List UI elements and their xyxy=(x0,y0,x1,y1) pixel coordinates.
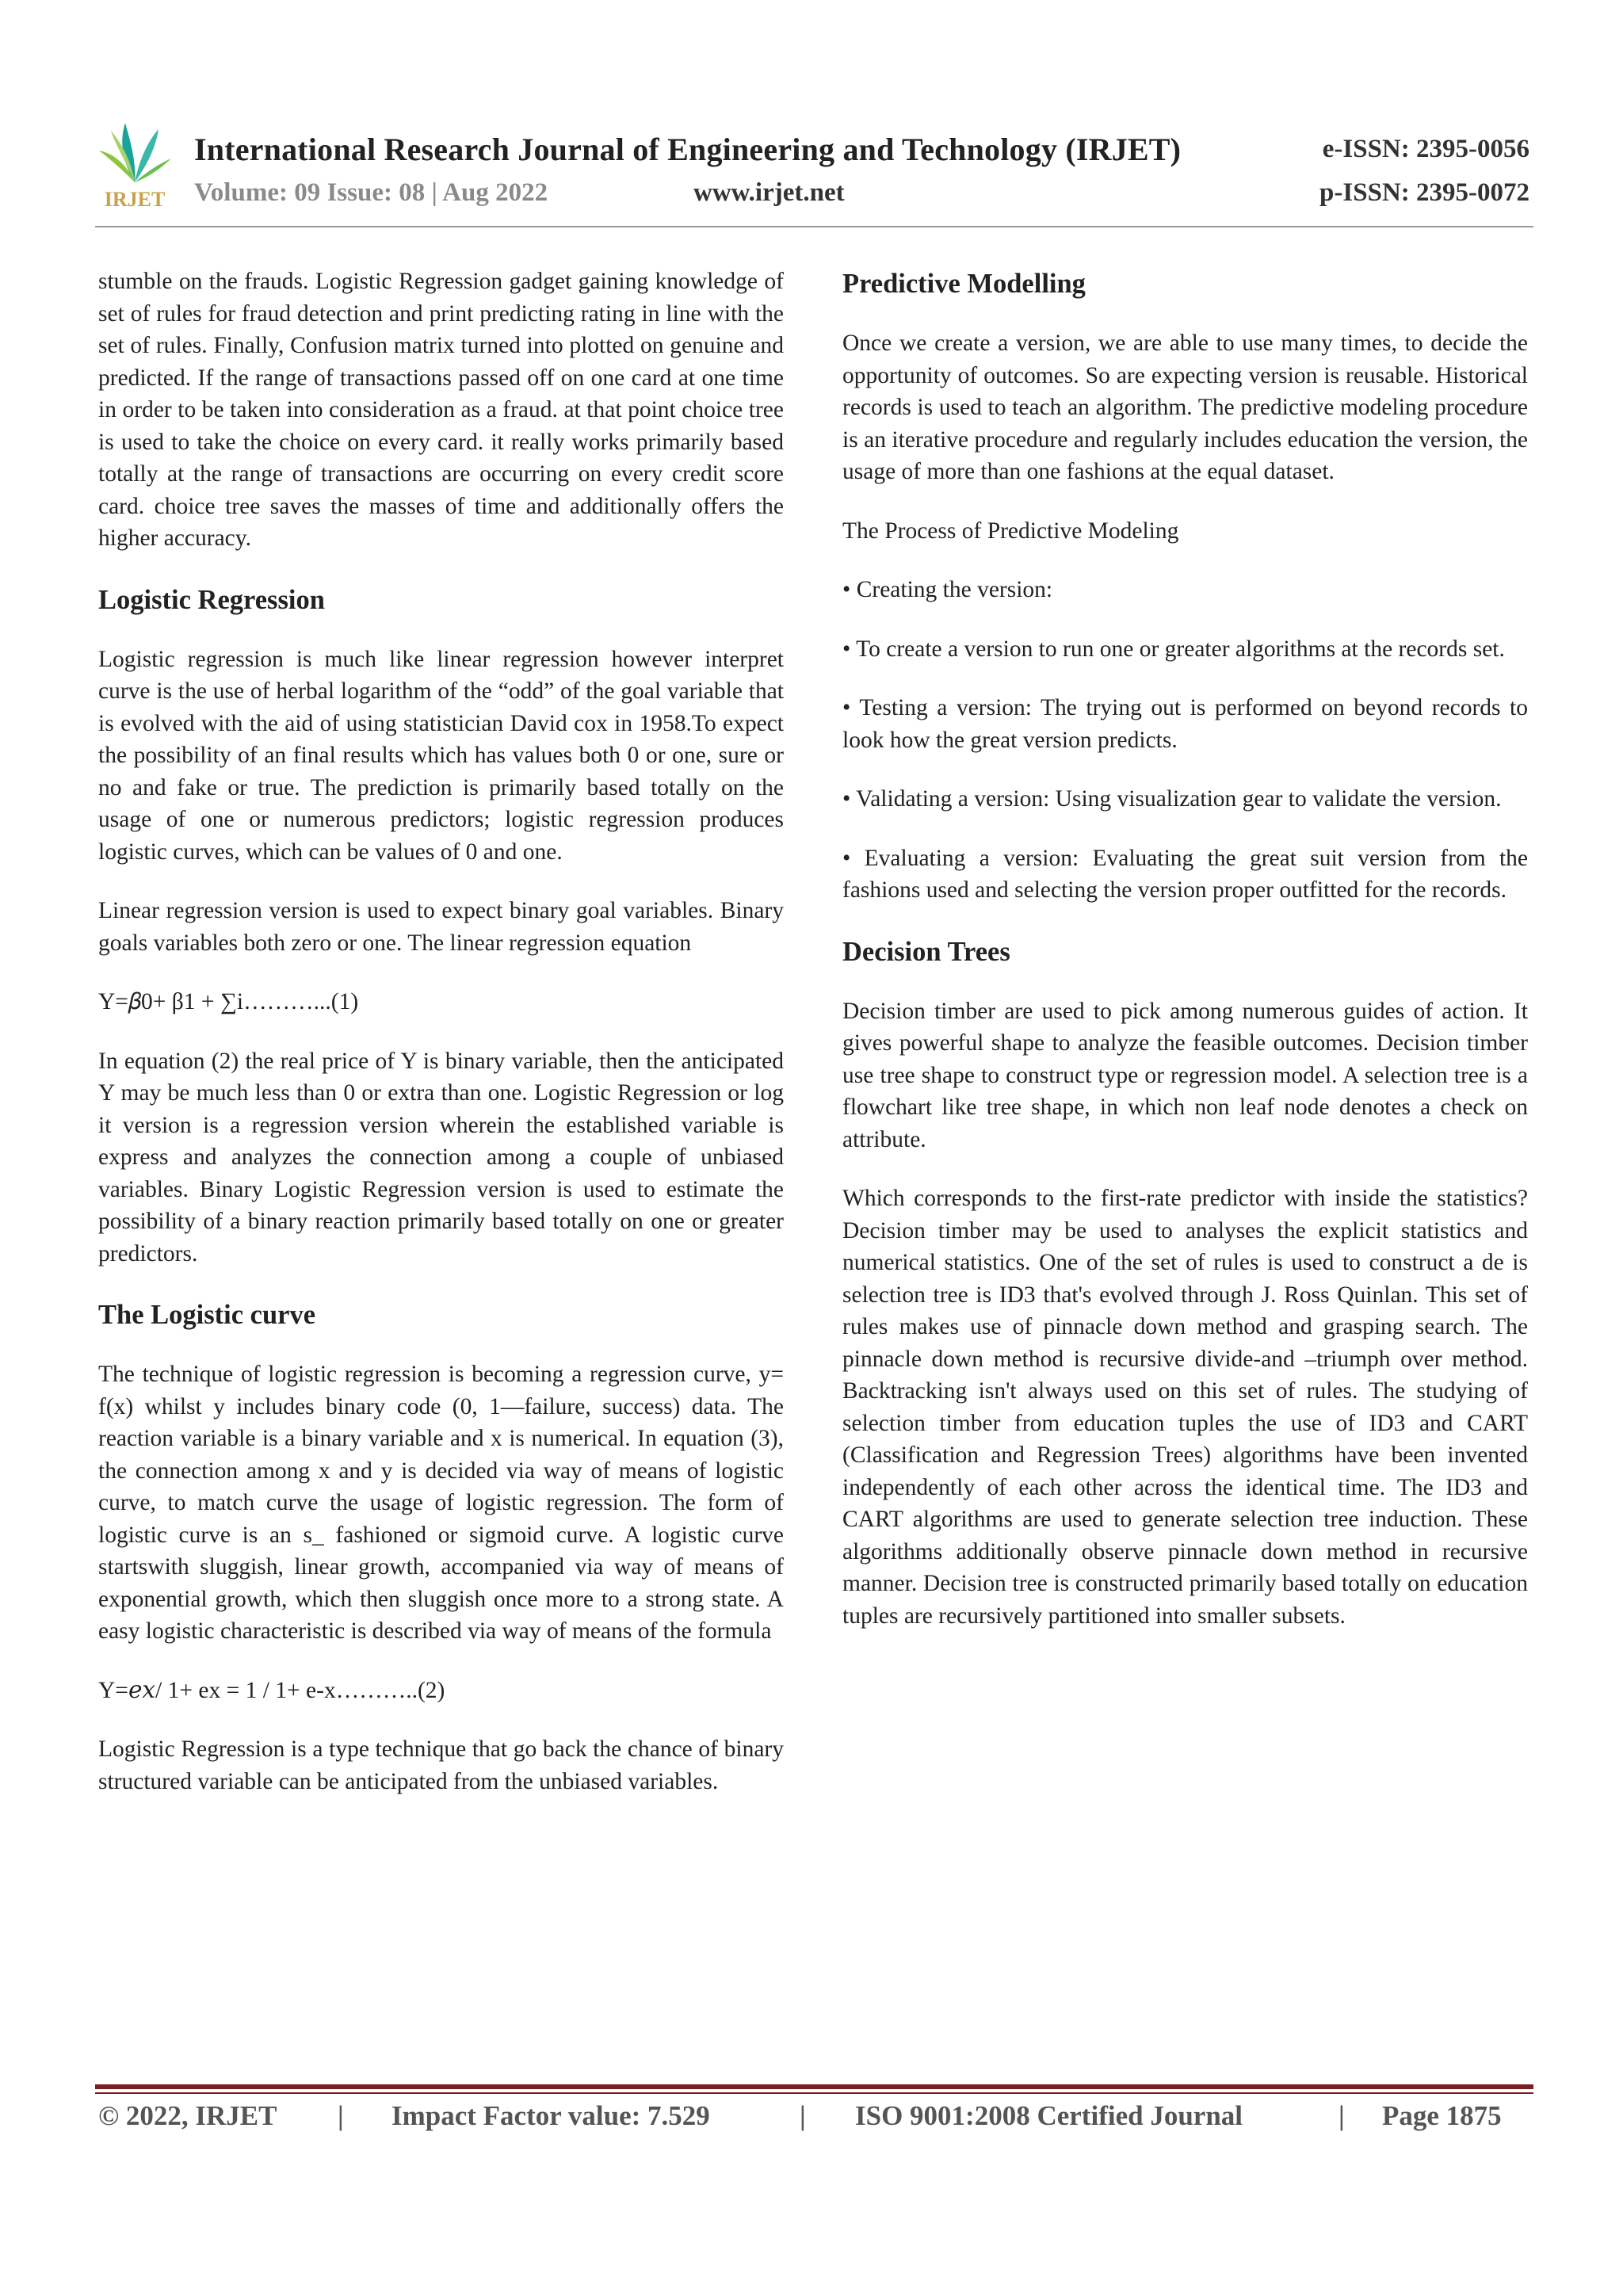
section-heading-logistic-regression: Logistic Regression xyxy=(98,584,325,615)
paragraph: In equation (2) the real price of Y is binary variable, then the anticipated Y may be much less than 0 or extra than one. Logistic Regression or log it version is a regression version wherein the established variable is express and analyzes the connection among a couple of unbiased variables. Binary Logistic Regression version is used to estimate the possibility of a binary reaction primarily based totally on one or greater predictors. xyxy=(98,1048,784,1266)
logo-text: IRJET xyxy=(104,188,166,210)
paragraph: stumble on the frauds. Logistic Regression gadget gaining knowledge of set of rules for fraud detection and print predicting rating in line with the set of rules. Finally, Confusion matrix turned into plotted on genuine and predicted. If the range of transactions passed off on one card at one time in order to be taken into consideration as a fraud. at that point choice tree is used to take the choice on every card. it really works primarily based totally at the range of transactions are occurring on every credit score card. choice tree saves the masses of time and additionally offers the higher accuracy. xyxy=(98,269,784,551)
footer-divider-thick xyxy=(95,2084,1533,2089)
journal-title: International Research Journal of Engineering and Technology (IRJET) xyxy=(194,132,1182,167)
bullet-item: • To create a version to run one or greater algorithms at the records set. xyxy=(842,636,1505,662)
bullet-item: • Validating a version: Using visualization gear to validate the version. xyxy=(842,786,1502,812)
footer-separator: | xyxy=(800,2100,806,2131)
paragraph: Logistic Regression is a type technique that go back the chance of binary structured variable can be anticipated from the unbiased variables. xyxy=(98,1736,784,1794)
bullet-item: • Evaluating a version: Evaluating the great suit version from the fashions used and selecting the version proper outfitted for the records. xyxy=(842,845,1528,903)
footer-page-number: Page 1875 xyxy=(1382,2100,1502,2131)
section-heading-predictive-modelling: Predictive Modelling xyxy=(842,269,1086,299)
equation-2: Y=𝑒𝑥/ 1+ ex = 1 / 1+ e-x………..(2) xyxy=(98,1677,445,1703)
paragraph: Logistic regression is much like linear regression however interpret curve is the use of herbal logarithm of the “odd” of the goal variable that is evolved with the aid of using statistician David cox in 1958.To expect the possibility of an final results which has values both 0 or one, sure or no and fake or true. The prediction is primarily based totally on the usage of one or numerous predictors; logistic regression produces logistic curves, which can be values of 0 and one. xyxy=(98,646,784,865)
header-divider xyxy=(95,226,1533,227)
section-heading-decision-trees: Decision Trees xyxy=(842,936,1010,967)
footer-copyright: © 2022, IRJET xyxy=(98,2100,277,2131)
paragraph: The technique of logistic regression is becoming a regression curve, y= f(x) whilst y includes binary code (0, 1—failure, success) data. The reaction variable is a binary variable and x is numerical. In equation (3), the connection among x and y is decided via way of means of logistic curve, to match curve the usage of logistic regression. The form of logistic curve is an s_ fashioned or sigmoid curve. A logistic curve startswith sluggish, linear growth, accompanied via way of means of exponential growth, which then sluggish once more to a strong state. A easy logistic characteristic is described via way of means of the formula xyxy=(98,1362,784,1644)
footer-impact-factor: Impact Factor value: 7.529 xyxy=(391,2100,710,2131)
section-heading-logistic-curve: The Logistic curve xyxy=(98,1300,316,1330)
paragraph: The Process of Predictive Modeling xyxy=(842,518,1179,544)
footer-iso: ISO 9001:2008 Certified Journal xyxy=(855,2100,1243,2131)
left-column xyxy=(98,266,784,1824)
right-column xyxy=(842,266,1528,1659)
equation-1: Y=𝛽0+ β1 + ∑i………...(1) xyxy=(98,989,359,1014)
bullet-item: • Testing a version: The trying out is performed on beyond records to look how the great version predicts. xyxy=(842,695,1528,753)
volume-issue: Volume: 09 Issue: 08 | Aug 2022 xyxy=(194,178,548,207)
paragraph: Decision timber are used to pick among numerous guides of action. It gives powerful shape to analyze the feasible outcomes. Decision timber use tree shape to construct type or regression model. A selection tree is a flowchart like tree shape, in which non leaf node denotes a check on attribute. xyxy=(842,998,1528,1152)
bullet-item: • Creating the version: xyxy=(842,577,1053,602)
paragraph: Which corresponds to the first-rate predictor with inside the statistics? Decision timber may be used to analyses the explicit statistics and numerical statistics. One of the set of rules is used to construct a de is selection tree is ID3 that's evolved through J. Ross Quinlan. This set of rules makes use of pinnacle down method and grasping search. The pinnacle down method is recursive divide-and –triumph over method. Backtracking isn't always used on this set of rules. The studying of selection timber from education tuples the use of ID3 and CART (Classification and Regression Trees) algorithms have been invented independently of each other across the identical time. The ID3 and CART algorithms are used to generate selection tree induction. These algorithms additionally observe pinnacle down method in recursive manner. Decision tree is constructed primarily based totally on education tuples are recursively partitioned into smaller subsets. xyxy=(842,1186,1528,1629)
page-header xyxy=(95,111,1529,230)
website-link[interactable]: www.irjet.net xyxy=(693,178,845,207)
irjet-logo xyxy=(95,115,174,210)
footer-divider-thin xyxy=(95,2092,1533,2094)
e-issn: e-ISSN: 2395-0056 xyxy=(1322,135,1529,163)
p-issn: p-ISSN: 2395-0072 xyxy=(1319,178,1529,207)
page-footer xyxy=(98,2100,1533,2140)
footer-separator: | xyxy=(1338,2100,1345,2131)
footer-separator: | xyxy=(338,2100,344,2131)
paragraph: Linear regression version is used to expect binary goal variables. Binary goals variables both zero or one. The linear regression equation xyxy=(98,898,784,956)
paragraph: Once we create a version, we are able to use many times, to decide the opportunity of outcomes. So are expecting version is reusable. Historical records is used to teach an algorithm. The predictive modeling procedure is an iterative procedure and regularly includes education the version, the usage of more than one fashions at the equal dataset. xyxy=(842,330,1528,484)
